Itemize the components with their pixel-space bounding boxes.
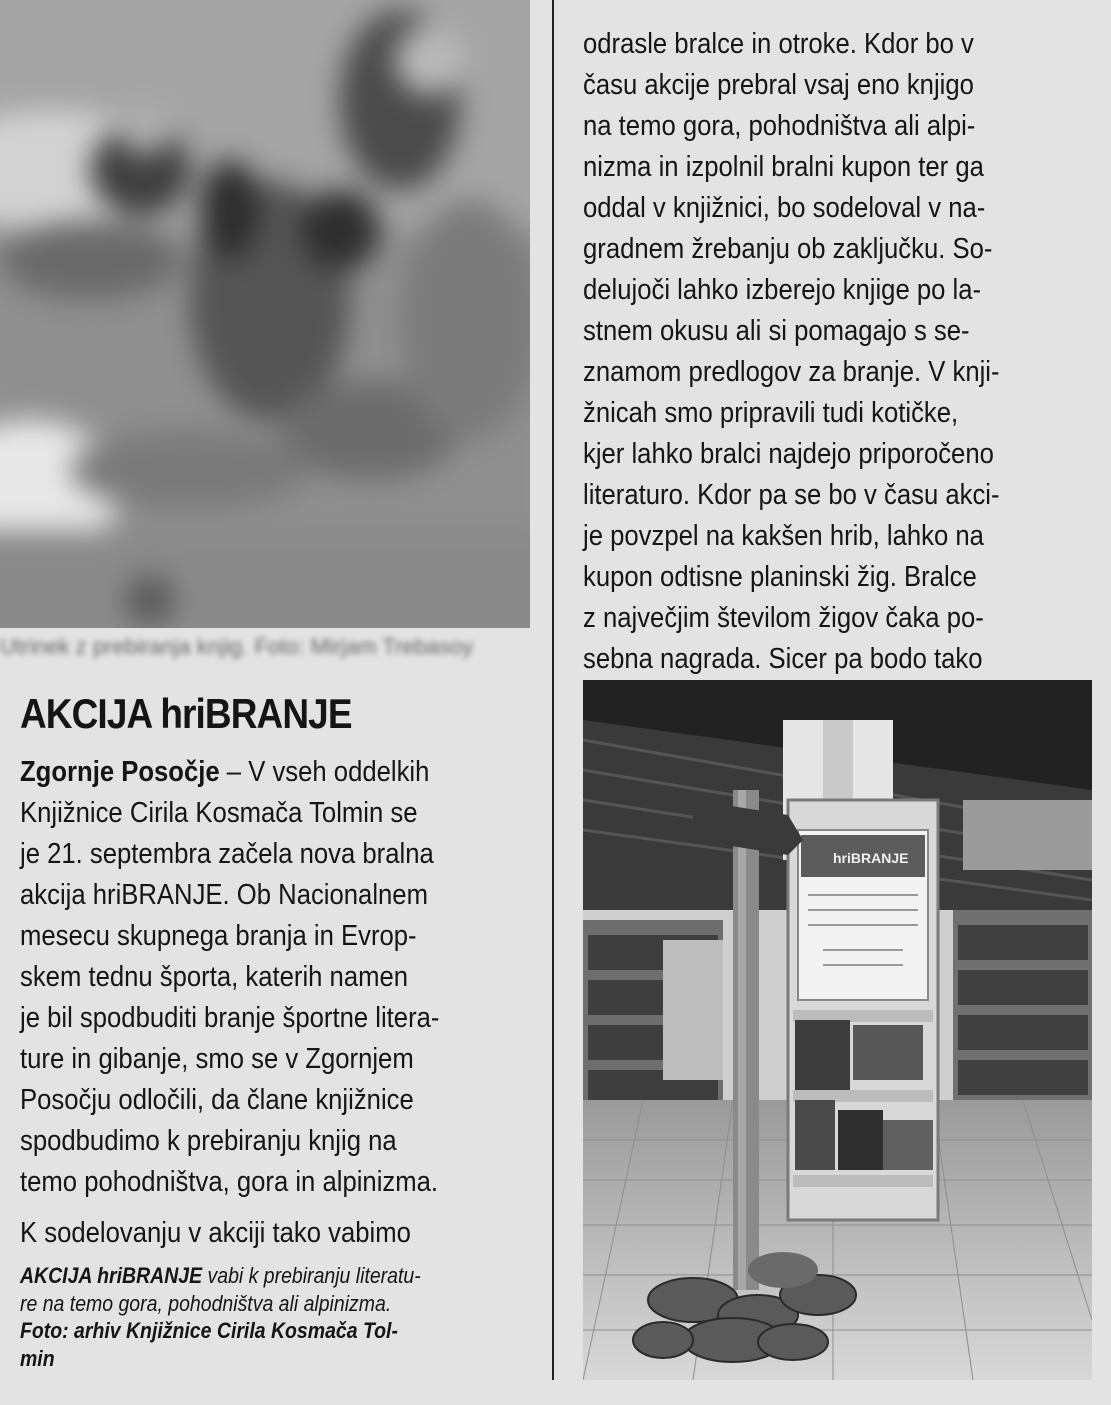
caption-line xyxy=(20,1262,533,1290)
caption-line: re na temo gora, pohodništva ali alpinizma. xyxy=(20,1290,392,1316)
body-line: odrasle bralce in otroke. Kdor bo v xyxy=(583,28,974,60)
body-line: skem tednu športa, katerih namen xyxy=(20,961,409,993)
library-display-photo xyxy=(583,680,1092,1380)
body-line: znamom predlogov za branje. V knji- xyxy=(583,356,1000,388)
body-line: mesecu skupnega branja in Evrop- xyxy=(20,920,417,952)
body-line: stnem okusu ali si pomagajo s se- xyxy=(583,315,970,347)
caption-credit: Foto: arhiv Knjižnice Cirila Kosmača Tol- xyxy=(20,1318,398,1343)
body-line: kjer lahko bralci najdejo priporočeno xyxy=(583,438,994,470)
body-line: oddal v knjižnici, bo sodeloval v na- xyxy=(583,192,986,224)
photo-caption-bottom xyxy=(20,1262,533,1372)
caption-credit: min xyxy=(20,1345,55,1371)
body-line: žnicah smo pripravili tudi kotičke, xyxy=(583,397,959,429)
body-line: temo pohodništva, gora in alpinizma. xyxy=(20,1166,439,1198)
caption-text: vabi k prebiranju literatu- xyxy=(202,1263,421,1288)
body-line: kupon odtisne planinski žig. Bralce xyxy=(583,561,977,593)
body-line: spodbudimo k prebiranju knjig na xyxy=(20,1125,397,1157)
body-line: času akcije prebral vsaj eno knjigo xyxy=(583,69,974,101)
body-line-1-text: – V vseh oddelkih xyxy=(219,756,430,788)
photo-caption-top: Utrinek z prebiranja knjig. Foto: Mirjam Trebasoy xyxy=(0,634,474,659)
body-paragraph-2: K sodelovanju v akciji tako vabimo xyxy=(20,1217,411,1249)
body-line: je povzpel na kakšen hrib, lahko na xyxy=(583,520,984,552)
body-line: je 21. septembra začela nova bralna xyxy=(20,838,434,870)
body-line: Knjižnice Cirila Kosmača Tolmin se xyxy=(20,797,418,829)
article-body-left xyxy=(20,752,516,1254)
body-line: sebna nagrada. Sicer pa bodo tako xyxy=(583,643,983,675)
hiking-group-photo xyxy=(0,0,530,628)
caption-lead: AKCIJA hriBRANJE xyxy=(20,1263,203,1288)
place-name: Zgornje Posočje xyxy=(20,756,220,788)
body-line: z največjim številom žigov čaka po- xyxy=(583,602,984,634)
body-line: na temo gora, pohodništva ali alpi- xyxy=(583,110,976,142)
column-divider xyxy=(552,0,554,1380)
article-headline: AKCIJA hriBRANJE xyxy=(20,690,352,737)
body-line: Posočju odločili, da člane knjižnice xyxy=(20,1084,414,1116)
body-line: ture in gibanje, smo se v Zgornjem xyxy=(20,1043,414,1075)
poster-title: hriBRANJE xyxy=(833,850,909,866)
body-line: delujoči lahko izberejo knjige po la- xyxy=(583,274,982,306)
body-line: akcija hriBRANJE. Ob Nacionalnem xyxy=(20,879,428,911)
article-body-right xyxy=(583,24,1105,680)
body-line: gradnem žrebanju ob zaključku. So- xyxy=(583,233,993,265)
body-line: nizma in izpolnil bralni kupon ter ga xyxy=(583,151,984,183)
body-line-1 xyxy=(20,752,516,793)
body-line: je bil spodbuditi branje športne litera- xyxy=(20,1002,440,1034)
body-line: literaturo. Kdor pa se bo v času akci- xyxy=(583,479,1000,511)
